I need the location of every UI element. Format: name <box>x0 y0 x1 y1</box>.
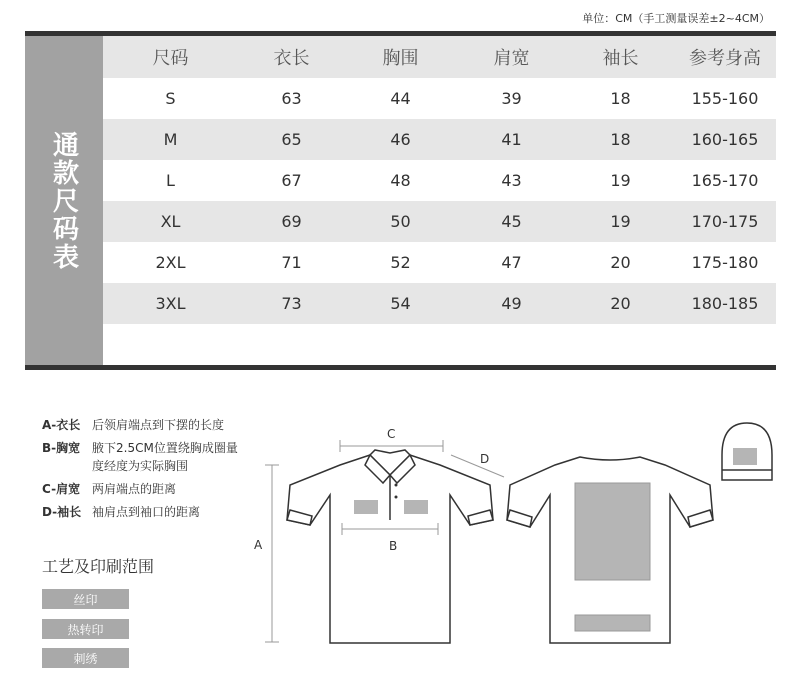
legend-item <box>42 480 252 498</box>
legend-key: C-肩宽 <box>42 482 81 496</box>
table-cell: 46 <box>390 130 411 149</box>
table-cell: 20 <box>610 253 631 272</box>
sleeve-print-area <box>733 448 757 465</box>
label-d: D <box>480 452 490 466</box>
legend-key: D-袖长 <box>42 505 82 519</box>
table-cell: 67 <box>281 171 302 190</box>
label-b: B <box>389 539 398 553</box>
size-chart-table <box>25 31 776 370</box>
table-cell: 20 <box>610 294 631 313</box>
measurement-legend <box>42 416 252 526</box>
unit-note: 单位：CM（手工测量误差±2~4CM） <box>582 12 770 25</box>
legend-desc: 袖肩点到袖口的距离 <box>92 505 201 519</box>
table-cell: 49 <box>501 294 522 313</box>
front-right-print-area <box>404 500 428 514</box>
back-print-area <box>575 483 650 580</box>
side-title: 通款尺码表 <box>48 130 79 271</box>
legend-desc: 后领肩端点到下摆的长度 <box>92 418 225 432</box>
measure-c-line <box>340 440 443 452</box>
legend-desc: 腋下2.5CM位置绕胸成圈量度经度为实际胸围 <box>92 441 238 473</box>
legend-item <box>42 439 252 475</box>
table-cell: M <box>163 130 178 149</box>
header-cell: 肩宽 <box>493 48 530 69</box>
table-cell: 45 <box>501 212 522 231</box>
table-row <box>103 78 776 119</box>
table-header-row <box>103 36 776 78</box>
table-row <box>103 119 776 160</box>
table-cell: 19 <box>610 212 631 231</box>
table-cell: 73 <box>281 294 302 313</box>
craft-title: 工艺及印刷范围 <box>42 557 155 576</box>
table-cell: 69 <box>281 212 302 231</box>
table-cell: 50 <box>390 212 411 231</box>
header-cell: 参考身高 <box>689 48 761 69</box>
measure-a-line <box>265 465 279 642</box>
button-icon <box>395 496 398 499</box>
table-cell: 71 <box>281 253 302 272</box>
legend-item <box>42 416 252 434</box>
table-cell: 44 <box>390 89 411 108</box>
table-cell: 43 <box>501 171 522 190</box>
table-cell: 175-180 <box>691 253 759 272</box>
front-left-print-area <box>354 500 378 514</box>
table-cell: 180-185 <box>691 294 759 313</box>
table-cell: L <box>166 171 175 190</box>
header-cell: 尺码 <box>152 48 189 69</box>
table-cell: 3XL <box>155 294 186 313</box>
table-cell: 19 <box>610 171 631 190</box>
table-cell: 155-160 <box>691 89 759 108</box>
table-cell: 2XL <box>155 253 186 272</box>
table-cell: 18 <box>610 89 631 108</box>
shirt-measurement-diagram <box>250 405 780 665</box>
table-cell: 48 <box>390 171 411 190</box>
table-row <box>103 201 776 242</box>
header-cell: 袖长 <box>602 48 639 69</box>
table-cell: 39 <box>501 89 522 108</box>
legend-key: A-衣长 <box>42 418 81 432</box>
table-cell: 160-165 <box>691 130 759 149</box>
table-cell: 52 <box>390 253 411 272</box>
craft-item-silkscreen: 丝印 <box>42 589 129 609</box>
table-cell: 63 <box>281 89 302 108</box>
table-row <box>103 242 776 283</box>
craft-item-embroidery: 刺绣 <box>42 648 129 668</box>
table-cell: XL <box>160 212 181 231</box>
header-cell: 胸围 <box>382 48 419 69</box>
table-cell: 18 <box>610 130 631 149</box>
table-cell: 65 <box>281 130 302 149</box>
legend-desc: 两肩端点的距离 <box>92 482 177 496</box>
craft-item-heat-transfer: 热转印 <box>42 619 129 639</box>
table-cell: 41 <box>501 130 522 149</box>
table-cell: 54 <box>390 294 411 313</box>
table-cell: 47 <box>501 253 522 272</box>
label-a: A <box>254 538 263 552</box>
back-bottom-print-area <box>575 615 650 631</box>
button-icon <box>395 484 398 487</box>
legend-key: B-胸宽 <box>42 441 81 455</box>
table-row <box>103 283 776 324</box>
side-title-bar <box>25 36 103 365</box>
legend-item <box>42 503 252 521</box>
size-grid <box>103 36 776 324</box>
table-row <box>103 160 776 201</box>
header-cell: 衣长 <box>273 48 310 69</box>
table-cell: 165-170 <box>691 171 759 190</box>
table-cell: 170-175 <box>691 212 759 231</box>
label-c: C <box>387 427 396 441</box>
table-cell: S <box>165 89 176 108</box>
